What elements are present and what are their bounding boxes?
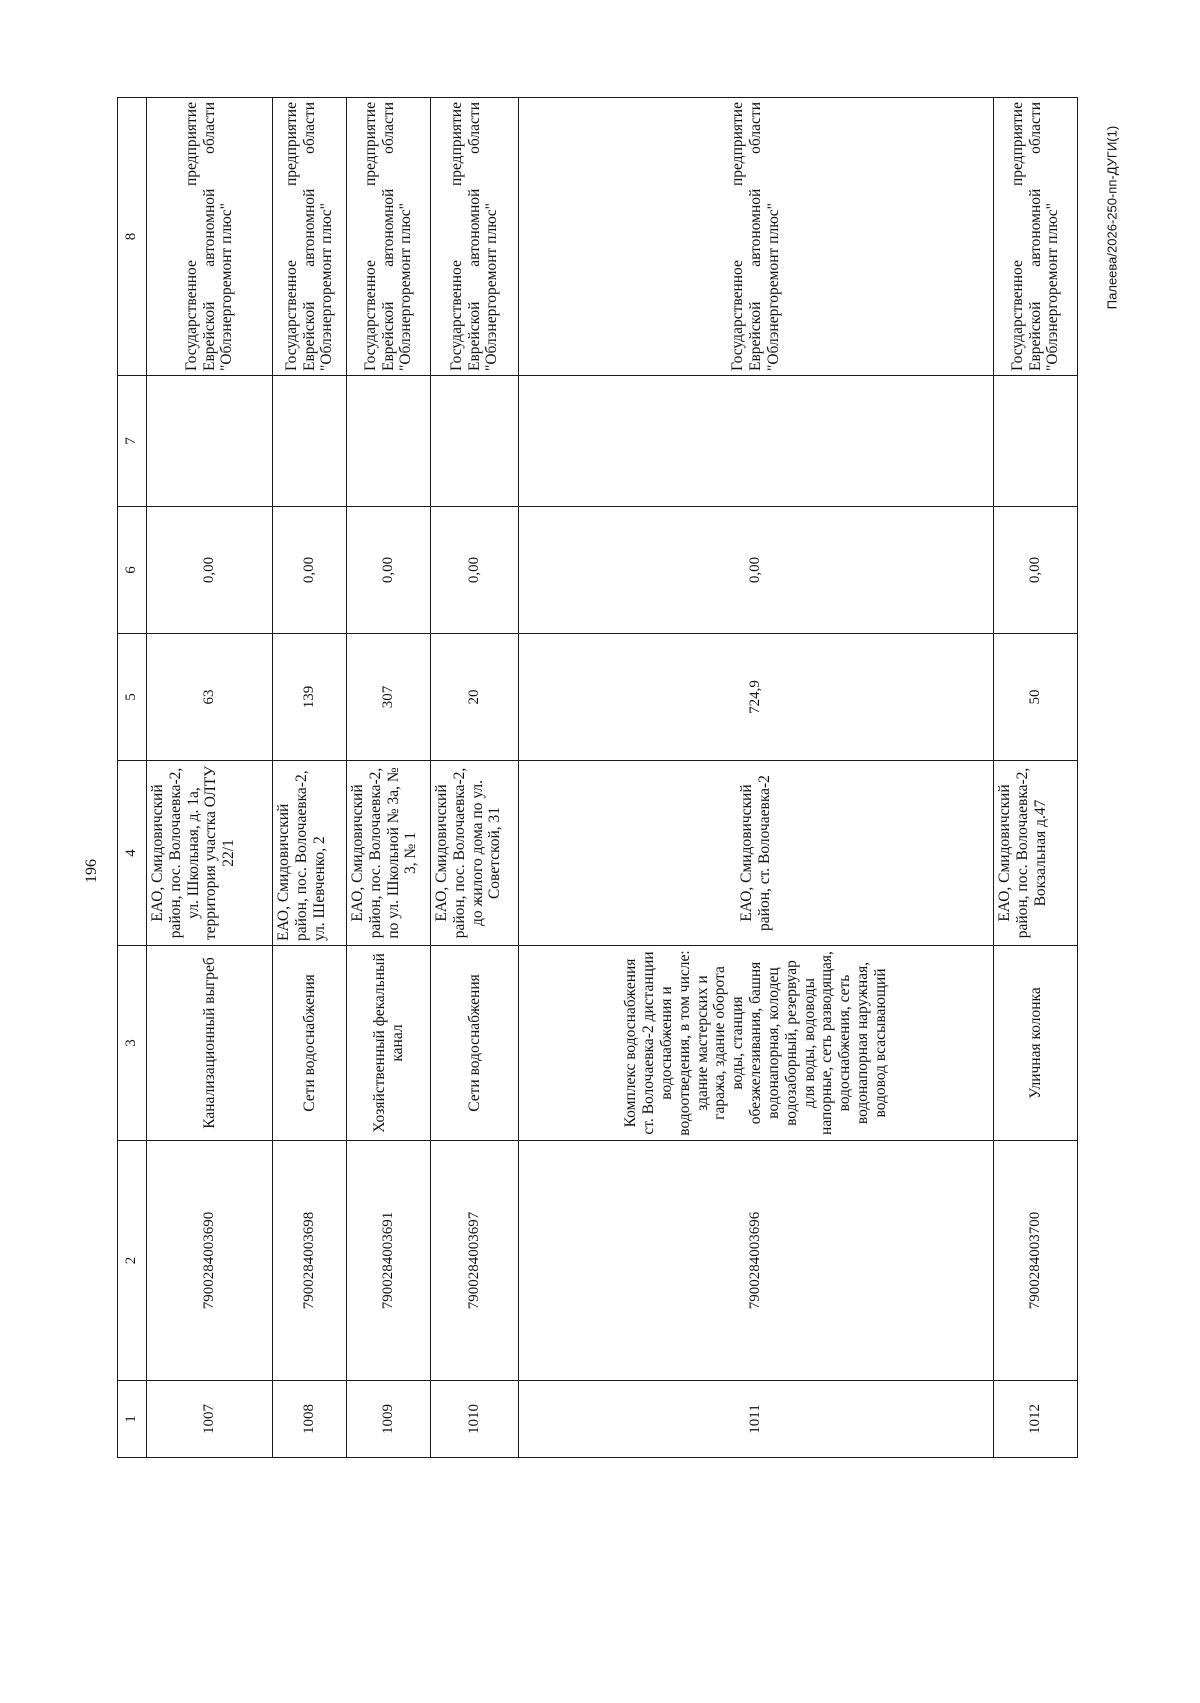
organization: Государственное предприятие Еврейской автономной области "Облэнергоремонт плюс" [147, 98, 273, 376]
cadastral-code: 7900284003691 [347, 1141, 431, 1381]
object-value: 139 [273, 634, 347, 761]
column-7-cell [273, 376, 347, 507]
object-name: Комплекс водоснабжения ст. Волочаевка-2 дистанции водоснабжения и водоотведения, в том числе: здание мастерских и гаража, здание оборота воды, станция обезжелезивания, башня водонапорная, колодец водозаборный, резервуар для воды, водоводы напорные, сеть разводящая, водоснабжения, сеть водонапорная наружная, водовод всасывающий [519, 946, 994, 1141]
object-value: 50 [994, 634, 1078, 761]
header-col-5: 5 [118, 634, 147, 761]
object-address: ЕАО, Смидовичский район, пос. Волочаевка-2, Вокзальная д.47 [994, 761, 1078, 946]
cadastral-code: 7900284003698 [273, 1141, 347, 1381]
object-value: 307 [347, 634, 431, 761]
object-name: Сети водоснабжения [273, 946, 347, 1141]
object-amount: 0,00 [347, 507, 431, 634]
column-7-cell [994, 376, 1078, 507]
object-name: Уличная колонка [994, 946, 1078, 1141]
object-amount: 0,00 [994, 507, 1078, 634]
header-col-2: 2 [118, 1141, 147, 1381]
header-row [118, 98, 147, 1458]
column-7-cell [347, 376, 431, 507]
object-value: 724,9 [519, 634, 994, 761]
header-col-6: 6 [118, 507, 147, 634]
cadastral-code: 7900284003696 [519, 1141, 994, 1381]
object-address: ЕАО, Смидовичский район, пос. Волочаевка-2, по ул. Школьной № 3а, № 3, № 1 [347, 761, 431, 946]
object-address: ЕАО, Смидовичский район, пос. Волочаевка-2, ул. Школьная, д. 1а, территория участка ОЛТУ 22/1 [147, 761, 273, 946]
table-row [273, 98, 347, 1458]
header-col-4: 4 [118, 761, 147, 946]
table-row [519, 98, 994, 1458]
page-number: 196 [83, 859, 100, 883]
row-number: 1009 [347, 1381, 431, 1458]
cadastral-code: 7900284003700 [994, 1141, 1078, 1381]
property-register-table [117, 97, 1078, 1458]
object-amount: 0,00 [519, 507, 994, 634]
object-name: Хозяйственный фекальный канал [347, 946, 431, 1141]
column-7-cell [519, 376, 994, 507]
organization: Государственное предприятие Еврейской автономной области "Облэнергоремонт плюс" [431, 98, 519, 376]
object-value: 20 [431, 634, 519, 761]
rotated-page [117, 98, 1072, 1458]
column-7-cell [431, 376, 519, 507]
row-number: 1011 [519, 1381, 994, 1458]
cadastral-code: 7900284003697 [431, 1141, 519, 1381]
object-address: ЕАО, Смидовичский район, пос. Волочаевка-2, ул. Шевченко, 2 [273, 761, 347, 946]
column-7-cell [147, 376, 273, 507]
organization: Государственное предприятие Еврейской автономной области "Облэнергоремонт плюс" [273, 98, 347, 376]
header-col-1: 1 [118, 1381, 147, 1458]
object-name: Канализационный выгреб [147, 946, 273, 1141]
object-amount: 0,00 [273, 507, 347, 634]
table-row [347, 98, 431, 1458]
object-amount: 0,00 [431, 507, 519, 634]
table-row [147, 98, 273, 1458]
header-col-8: 8 [118, 98, 147, 376]
organization: Государственное предприятие Еврейской автономной области "Облэнергоремонт плюс" [347, 98, 431, 376]
row-number: 1007 [147, 1381, 273, 1458]
object-address: ЕАО, Смидовичский район, пос. Волочаевка-2, до жилого дома по ул. Советской, 31 [431, 761, 519, 946]
organization: Государственное предприятие Еврейской автономной области "Облэнергоремонт плюс" [519, 98, 994, 376]
organization: Государственное предприятие Еврейской автономной области "Облэнергоремонт плюс" [994, 98, 1078, 376]
header-col-3: 3 [118, 946, 147, 1141]
cadastral-code: 7900284003690 [147, 1141, 273, 1381]
object-address: ЕАО, Смидовичский район, ст. Волочаевка-2 [519, 761, 994, 946]
row-number: 1008 [273, 1381, 347, 1458]
document-reference: Палеева/2026-250-пп-ДУГИ(1) [1104, 125, 1120, 310]
row-number: 1012 [994, 1381, 1078, 1458]
object-name: Сети водоснабжения [431, 946, 519, 1141]
object-value: 63 [147, 634, 273, 761]
table-row [431, 98, 519, 1458]
table-row [994, 98, 1078, 1458]
row-number: 1010 [431, 1381, 519, 1458]
header-col-7: 7 [118, 376, 147, 507]
object-amount: 0,00 [147, 507, 273, 634]
